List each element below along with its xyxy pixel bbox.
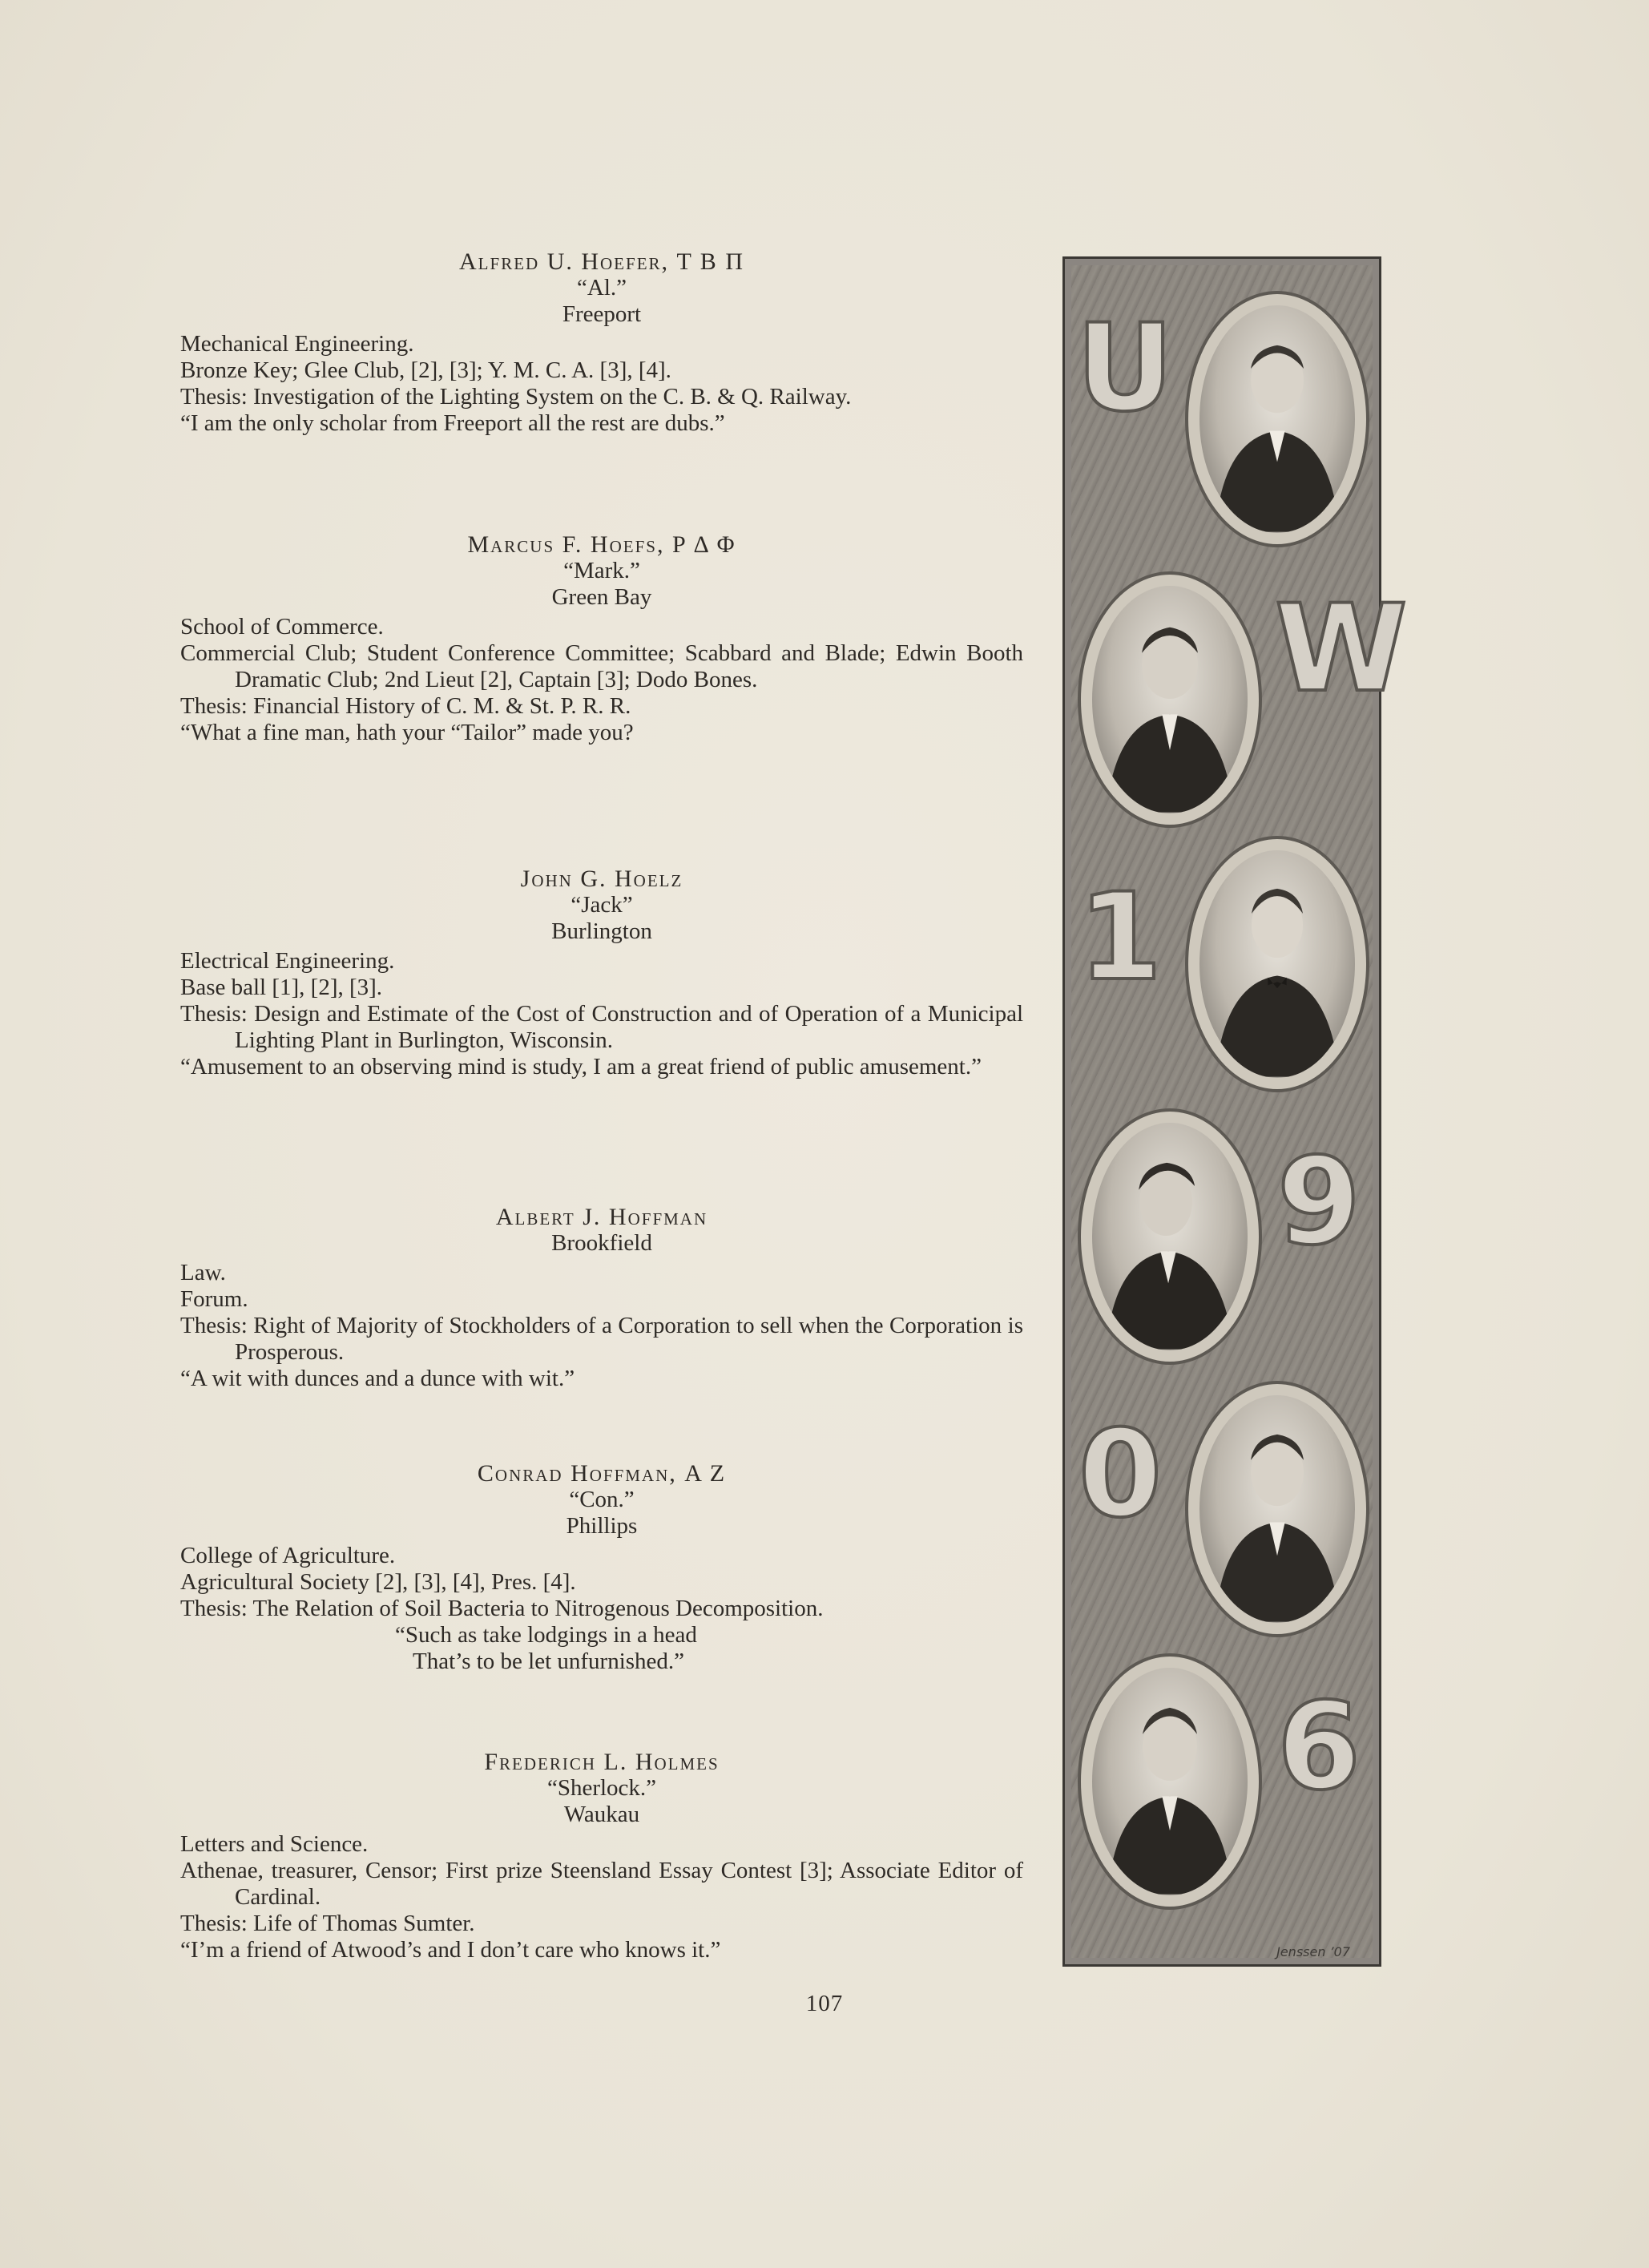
- entry-nickname: “Jack”: [570, 892, 633, 918]
- entry-line: School of Commerce.: [180, 614, 384, 640]
- entry-line: “Amusement to an observing mind is study, I am a great friend of public amusement.”: [180, 1054, 982, 1080]
- strip-letter-1: 1: [1078, 868, 1163, 1007]
- portrait-frame: [1185, 836, 1369, 1092]
- entry-name: John G. Hoelz: [520, 866, 683, 892]
- portrait-oval: [1092, 1123, 1248, 1350]
- portrait-photo-icon: [1199, 305, 1355, 533]
- entry-name: Marcus F. Hoefs, Ρ Δ Φ: [467, 531, 736, 558]
- entry-conrad-hoffman: [180, 1460, 1023, 1675]
- entry-name: Albert J. Hoffman: [495, 1204, 708, 1230]
- entry-line: Electrical Engineering.: [180, 948, 395, 974]
- strip-letter-9: 9: [1276, 1132, 1361, 1272]
- entry-line: Law.: [180, 1260, 226, 1285]
- entry-line: “A wit with dunces and a dunce with wit.”: [180, 1366, 575, 1391]
- portrait-frame: [1185, 1381, 1369, 1637]
- portrait-frame: [1078, 1653, 1262, 1910]
- strip-letter-u: U: [1076, 299, 1174, 438]
- entry-hometown: Freeport: [562, 301, 642, 327]
- entry-nickname: “Mark.”: [563, 558, 640, 583]
- entry-line: Thesis: Financial History of C. M. & St. P. R. R.: [180, 693, 631, 719]
- portrait-frame: [1078, 571, 1262, 828]
- entry-line: Mechanical Engineering.: [180, 331, 414, 357]
- entry-line: “I’m a friend of Atwood’s and I don’t care who knows it.”: [180, 1937, 721, 1963]
- entry-name: Alfred U. Hoefer, Τ Β Π: [459, 248, 744, 275]
- entry-line: Forum.: [180, 1286, 248, 1312]
- entry-hoelz: [180, 866, 1023, 1080]
- strip-letter-6: 6: [1276, 1677, 1361, 1817]
- entry-line: Athenae, treasurer, Censor; First prize Steensland Essay Contest [3]; Associate Editor of Cardinal.: [180, 1858, 1023, 1910]
- entry-line: Commercial Club; Student Conference Committee; Scabbard and Blade; Edwin Booth Dramatic Club; 2nd Lieut [2], Captain [3]; Dodo Bones.: [180, 640, 1023, 692]
- artist-signature: Jenssen ’07: [1276, 1944, 1350, 1959]
- portrait-photo-icon: [1092, 586, 1248, 813]
- portrait-oval: [1092, 586, 1248, 813]
- portrait-oval: [1199, 305, 1355, 533]
- portrait-photo-icon: [1092, 1123, 1248, 1350]
- entry-hoefer: [180, 248, 1023, 437]
- entry-line: Agricultural Society [2], [3], [4], Pres. [4].: [180, 1569, 576, 1595]
- entry-line: Letters and Science.: [180, 1831, 369, 1857]
- entry-hometown: Phillips: [566, 1513, 638, 1539]
- entry-line: Base ball [1], [2], [3].: [180, 975, 383, 1000]
- strip-letter-w: W: [1275, 579, 1408, 719]
- portrait-oval: [1199, 850, 1355, 1078]
- entry-hometown: Burlington: [551, 918, 652, 944]
- entry-nickname: “Sherlock.”: [546, 1775, 657, 1801]
- portrait-oval: [1199, 1395, 1355, 1623]
- entry-name: Conrad Hoffman, Α Ζ: [477, 1460, 727, 1487]
- entry-line: Bronze Key; Glee Club, [2], [3]; Y. M. C. A. [3], [4].: [180, 357, 671, 383]
- portrait-frame: [1185, 291, 1369, 547]
- entry-albert-hoffman: [180, 1204, 1023, 1392]
- entry-nickname: “Con.”: [569, 1487, 635, 1512]
- portrait-photo-icon: [1199, 1395, 1355, 1623]
- entry-line: Thesis: Investigation of the Lighting System on the C. B. & Q. Railway.: [180, 384, 852, 410]
- entry-line: College of Agriculture.: [180, 1543, 396, 1568]
- entry-line: “Such as take lodgings in a head: [395, 1622, 697, 1648]
- entry-line: “I am the only scholar from Freeport all the rest are dubs.”: [180, 410, 725, 436]
- strip-letter-0: 0: [1078, 1405, 1163, 1544]
- entry-name: Frederich L. Holmes: [484, 1749, 720, 1775]
- entry-line: “What a fine man, hath your “Tailor” made you?: [180, 720, 634, 745]
- entry-line: Thesis: The Relation of Soil Bacteria to Nitrogenous Decomposition.: [180, 1596, 824, 1621]
- entry-hometown: Brookfield: [551, 1230, 652, 1256]
- entry-hometown: Waukau: [563, 1802, 640, 1827]
- entry-hometown: Green Bay: [551, 584, 652, 610]
- portrait-photo-icon: [1199, 850, 1355, 1078]
- entry-nickname: “Al.”: [577, 275, 627, 301]
- entry-holmes: [180, 1749, 1023, 1963]
- portrait-strip: [1062, 256, 1408, 1967]
- page-number: 107: [805, 1991, 844, 2016]
- entry-line: Thesis: Design and Estimate of the Cost of Construction and of Operation of a Municipal Lighting Plant in Burlington, Wisconsin.: [180, 1001, 1023, 1053]
- entry-hoefs: [180, 531, 1023, 746]
- portrait-oval: [1092, 1668, 1248, 1895]
- entry-line: Thesis: Right of Majority of Stockholders of a Corporation to sell when the Corporation is Prosperous.: [180, 1313, 1023, 1365]
- portrait-photo-icon: [1092, 1668, 1248, 1895]
- entry-line: Thesis: Life of Thomas Sumter.: [180, 1911, 475, 1936]
- entry-line: That’s to be let unfurnished.”: [413, 1649, 685, 1674]
- portrait-frame: [1078, 1108, 1262, 1365]
